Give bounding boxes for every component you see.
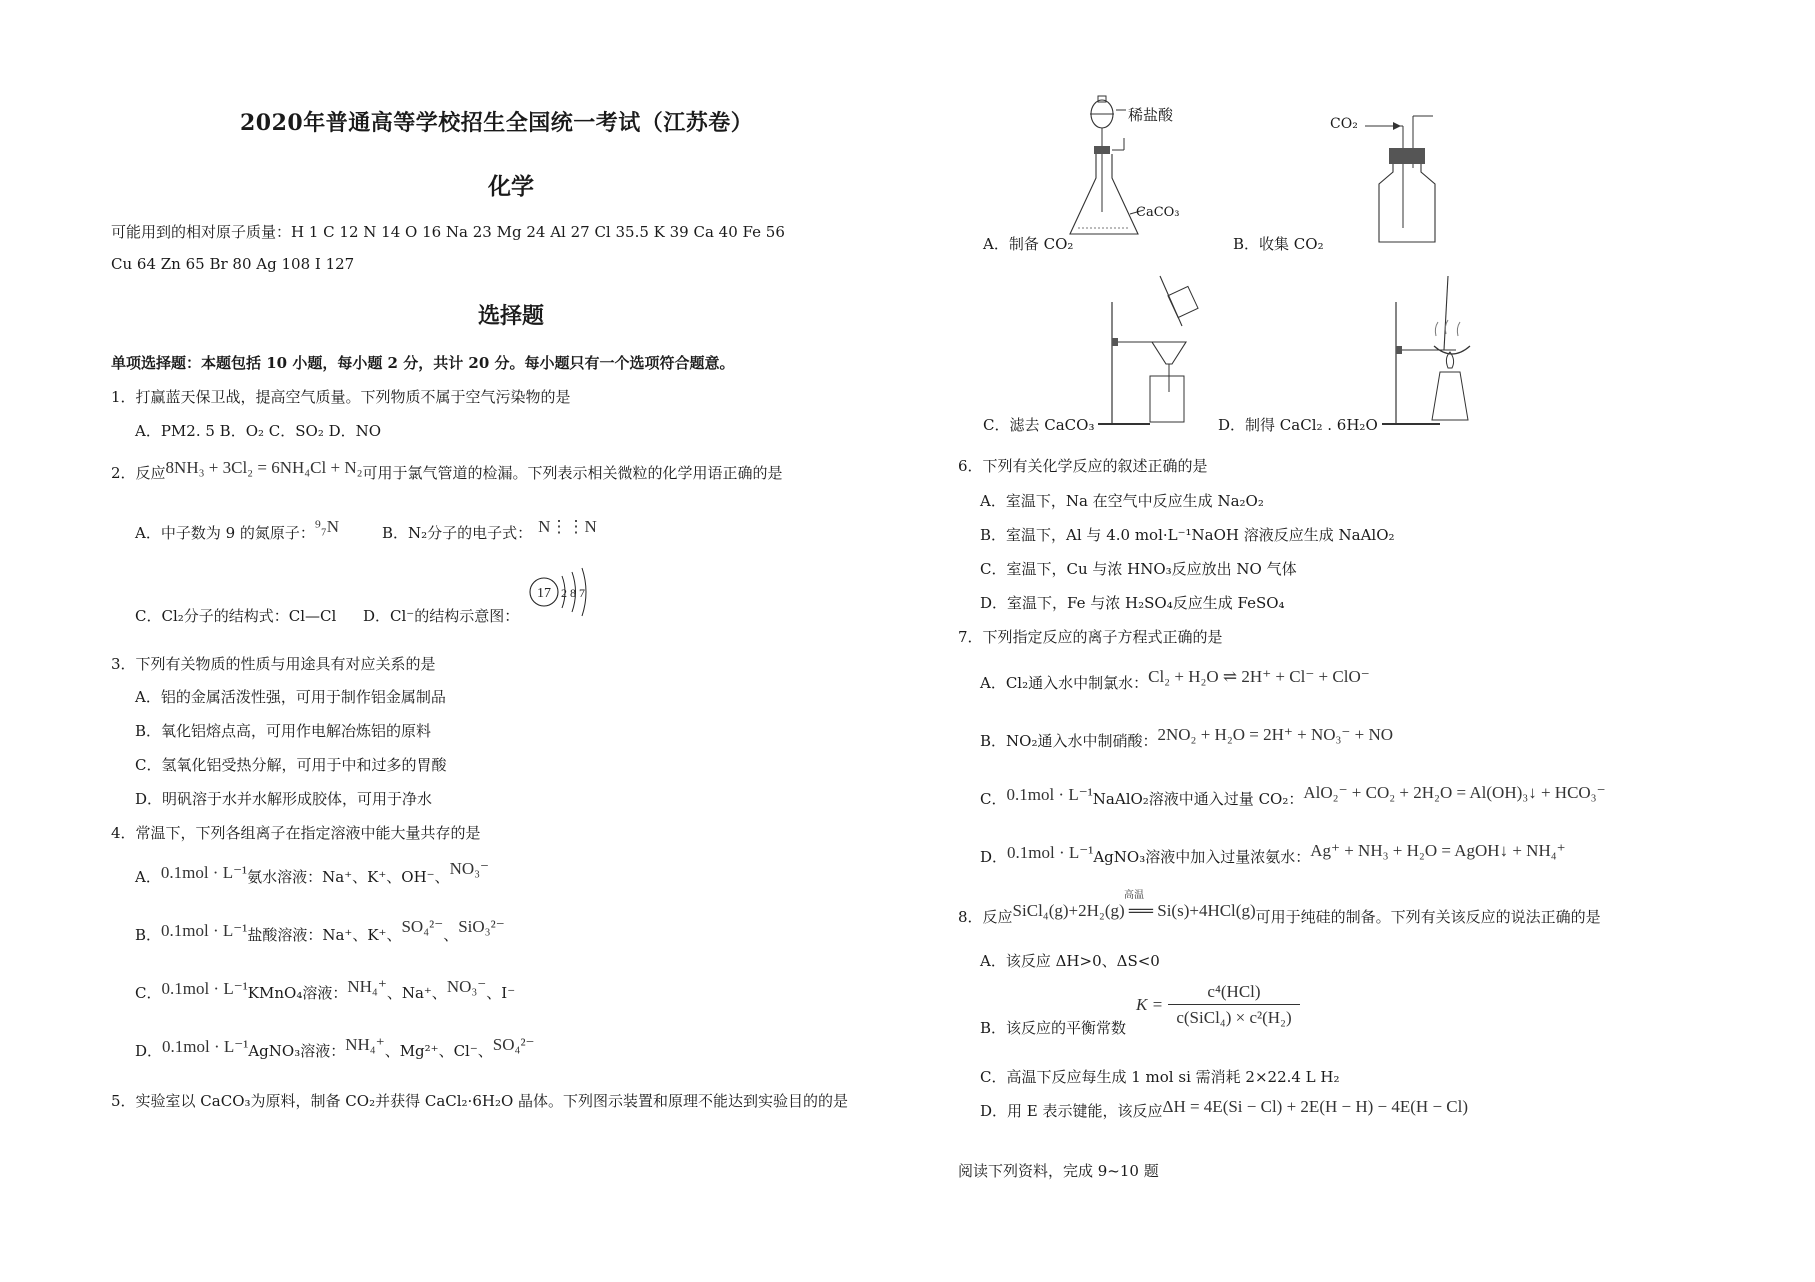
q4-b-text: 盐酸溶液：Na⁺、K⁺、 [247,926,402,944]
label-co2-inlet: CO₂ [1330,116,1358,132]
q5-caption-d: D．制得 CaCl₂ . 6H₂O [1218,416,1378,434]
q2-stem-end: 可用于氯气管道的检漏。下列表示相关微粒的化学用语正确的是 [362,464,783,482]
chloride-ion-structure-diagram [522,568,592,616]
reading-note: 阅读下列资料，完成 9~10 题 [958,1162,1159,1180]
q8-stem-end: 可用于纯硅的制备。下列有关该反应的说法正确的是 [1255,908,1601,926]
q4-b-concentration: 0.1mol · L⁻¹ [161,921,248,940]
q8-d-text: D．用 E 表示键能，该反应 [980,1102,1163,1120]
q7-stem: 7．下列指定反应的离子方程式正确的是 [958,628,1223,646]
q5-stem: 5．实验室以 CaCO₃为原料，制备 CO₂并获得 CaCl₂·6H₂O 晶体。下列图示装置和原理不能达到实验目的的是 [111,1092,849,1110]
section-heading: 选择题 [478,303,545,329]
q7-b-equation: 2NO₂ + H₂O = 2H⁺ + NO₃⁻ + NO [1157,725,1394,744]
q6-option-d: D．室温下，Fe 与浓 H₂SO₄反应生成 FeSO₄ [980,594,1285,612]
q4-d-ion1: NH₄⁺ [345,1035,385,1054]
q5-caption-a: A．制备 CO₂ [983,235,1074,253]
q8-k-symbol: K = [1136,995,1164,1014]
q7-c-equation: AlO₂⁻ + CO₂ + 2H₂O = Al(OH)₃↓ + HCO₃⁻ [1303,783,1606,802]
q2-option-c: C．Cl₂分子的结构式：Cl—Cl [135,607,337,625]
q8-option-d [980,1097,1469,1121]
section-instructions: 单项选择题：本题包括 10 小题，每小题 2 分，共计 20 分。每小题只有一个选项符合题意。 [111,354,735,372]
q7-d-equation: Ag⁺ + NH₃ + H₂O = AgOH↓ + NH₄⁺ [1310,841,1566,860]
q4-a-text: 氨水溶液：Na⁺、K⁺、OH⁻、 [247,868,450,886]
q4-d-ion2: SO₄²⁻ [492,1035,535,1054]
q7-option-b [980,725,1394,751]
label-dilute-hcl: 稀盐酸 [1128,106,1174,124]
q7-a-text: A．Cl₂通入水中制氯水： [980,674,1149,692]
q3-option-d: D．明矾溶于水并水解形成胶体，可用于净水 [135,790,433,808]
q2-stem-start: 2．反应 [111,464,166,482]
exam-title: 2020年普通高等学校招生全国统一考试（江苏卷） [240,110,754,136]
q4-d-text: AgNO₃溶液： [248,1042,346,1060]
q4-option-d: D．0.1mol · L⁻¹AgNO₃溶液：NH₄⁺、Mg²⁺、Cl⁻、SO₄²⁻ [135,1035,535,1060]
q4-c-mid: 、Na⁺、 [386,984,447,1002]
q8-stem-start: 8．反应 [958,908,1013,926]
apparatus-b-gas-collection [1355,108,1465,248]
q8-equation: SiCl₄(g)+2H₂(g) ══ Si(s)+4HCl(g) [1012,901,1256,920]
q4-a-ion: NO₃⁻ [449,859,490,878]
q1-stem: 1．打赢蓝天保卫战，提高空气质量。下列物质不属于空气污染物的是 [111,388,571,406]
q2-option-a-symbol: ⁹₇N [314,517,340,536]
q7-c-text: NaAlO₂溶液中通入过量 CO₂： [1092,790,1304,808]
q8-option-a: A．该反应 ΔH>0、ΔS<0 [980,952,1160,970]
q7-d-prefix: D． [980,848,1008,866]
q2-option-b-text: B．N₂分子的电子式： [382,524,533,542]
q2-option-a-text: A．中子数为 9 的氮原子： [135,524,315,542]
q4-c-ion1: NH₄⁺ [347,977,387,996]
atomic-masses-line2: Cu 64 Zn 65 Br 80 Ag 108 I 127 [111,255,355,273]
q4-d-concentration: 0.1mol · L⁻¹ [162,1037,249,1056]
q7-b-text: B．NO₂通入水中制硝酸： [980,732,1158,750]
atomic-masses-line1: 可能用到的相对原子质量：H 1 C 12 N 14 O 16 Na 23 Mg 24 Al 27 Cl 35.5 K 39 Ca 40 Fe 56 [111,223,785,241]
q8-option-b-text: B．该反应的平衡常数 [980,1019,1127,1037]
q4-c-text: KMnO₄溶液： [247,984,348,1002]
q3-option-b: B．氧化铝熔点高，可用作电解冶炼铝的原料 [135,722,432,740]
q8-stem [958,901,1601,927]
q1-options: A．PM2. 5 B．O₂ C．SO₂ D．NO [135,422,382,440]
q2-equation: 8NH₃ + 3Cl₂ = 6NH₄Cl + N₂ [165,458,363,477]
q4-c-concentration: 0.1mol · L⁻¹ [161,979,248,998]
q4-b-ion2: SiO₃²⁻ [458,917,505,936]
q5-caption-b: B．收集 CO₂ [1233,235,1324,253]
q7-d-concentration: 0.1mol · L⁻¹ [1007,843,1094,862]
q7-c-prefix: C． [980,790,1007,808]
q6-option-c: C．室温下，Cu 与浓 HNO₃反应放出 NO 气体 [980,560,1297,578]
label-caco3: CaCO₃ [1136,205,1180,220]
ion-shell-labels: 2 8 7 [561,586,585,600]
q3-stem: 3．下列有关物质的性质与用途具有对应关系的是 [111,655,436,673]
q7-option-c [980,783,1606,809]
subject-heading: 化学 [488,173,534,200]
q5-caption-c: C．滤去 CaCO₃ [983,416,1095,434]
ion-nucleus-label: 17 [537,586,551,601]
apparatus-c-filtration [1090,272,1200,432]
q8-condition: 高温 [1124,890,1144,901]
q7-a-equation: Cl₂ + H₂O ⇌ 2H⁺ + Cl⁻ + ClO⁻ [1148,667,1370,686]
q8-d-equation: ΔH = 4E(Si − Cl) + 2E(H − H) − 4E(H − Cl) [1162,1097,1469,1116]
q3-option-a: A．铝的金属活泼性强，可用于制作铝金属制品 [135,688,446,706]
q4-option-b: B．0.1mol · L⁻¹盐酸溶液：Na⁺、K⁺、SO₄²⁻、SiO₃²⁻ [135,917,505,944]
q4-option-c: C．0.1mol · L⁻¹KMnO₄溶液：NH₄⁺、Na⁺、NO₃⁻、I⁻ [135,977,516,1002]
q2-option-d: D．Cl⁻的结构示意图： [363,607,520,625]
q7-c-concentration: 0.1mol · L⁻¹ [1006,785,1093,804]
q2-stem [111,458,783,483]
q6-option-a: A．室温下，Na 在空气中反应生成 Na₂O₂ [980,492,1264,510]
q8-k-numerator: c⁴(HCl) [1207,982,1261,1001]
q8-k-denominator: c(SiCl₄) × c²(H₂) [1176,1008,1292,1027]
q4-a-concentration: 0.1mol · L⁻¹ [160,863,248,882]
q2-option-b-symbol: N⋮⋮N [538,517,597,536]
q4-d-mid: 、Mg²⁺、Cl⁻、 [384,1042,493,1060]
q4-option-a: A．0.1mol · L⁻¹氨水溶液：Na⁺、K⁺、OH⁻、NO₃⁻ [135,859,490,886]
q8-option-c: C．高温下反应每生成 1 mol si 需消耗 2×22.4 L H₂ [980,1068,1340,1086]
q7-option-d [980,841,1566,867]
q7-d-text: AgNO₃溶液中加入过量浓氨水： [1093,848,1311,866]
q2-option-b [382,517,597,543]
q4-stem: 4．常温下，下列各组离子在指定溶液中能大量共存的是 [111,824,481,842]
q4-c-end: 、I⁻ [486,984,516,1002]
q8-k-fraction-bar [1168,1004,1300,1005]
q4-b-ion1: SO₄²⁻ [401,917,444,936]
apparatus-d-evaporation [1378,272,1488,432]
q6-stem: 6．下列有关化学反应的叙述正确的是 [958,457,1208,475]
q4-c-ion2: NO₃⁻ [446,977,487,996]
q7-option-a [980,667,1370,693]
q3-option-c: C．氢氧化铝受热分解，可用于中和过多的胃酸 [135,756,447,774]
q6-option-b: B．室温下，Al 与 4.0 mol·L⁻¹NaOH 溶液反应生成 NaAlO₂ [980,526,1395,544]
q2-option-a [135,517,340,543]
